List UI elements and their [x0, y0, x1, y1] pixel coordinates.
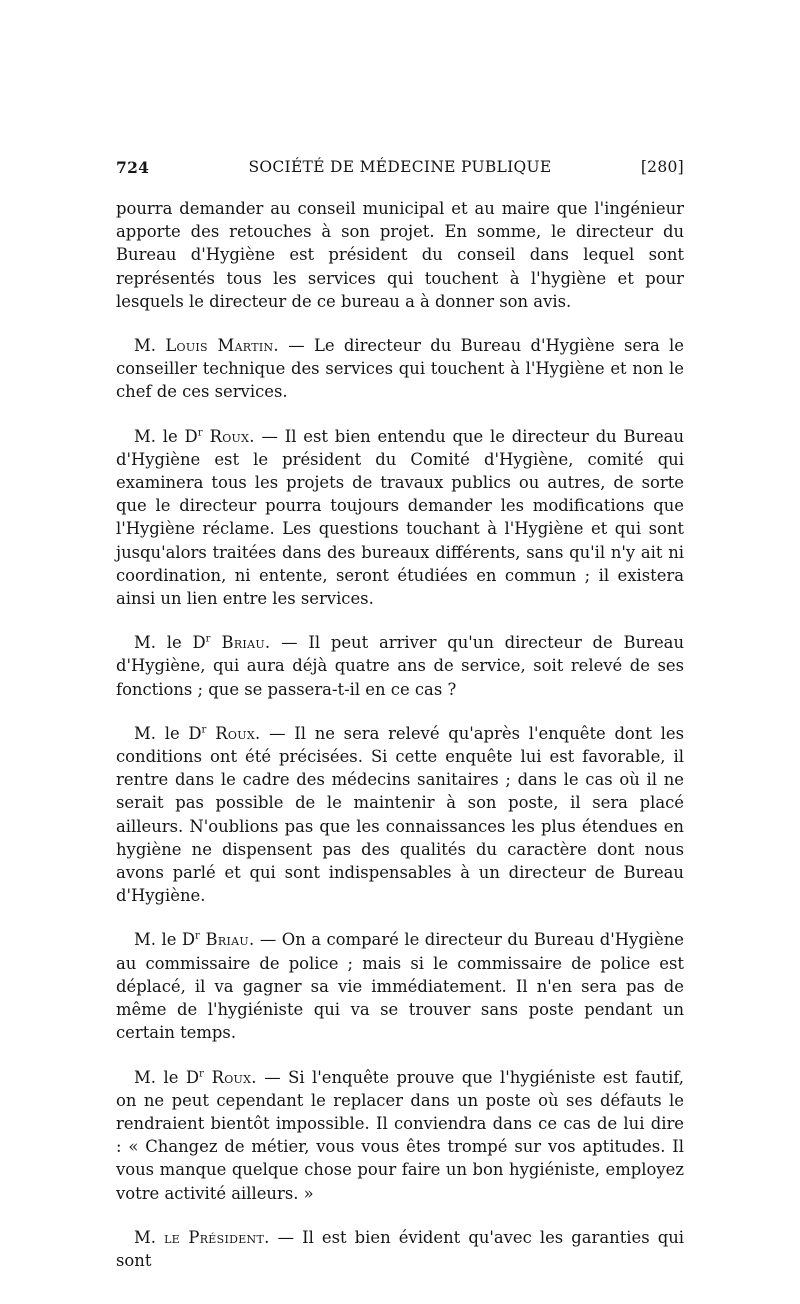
- paragraph-text: — Si l'enquête prouve que l'hygiéniste est fautif, on ne peut cependant le replacer dans un poste où ses défauts le rendraient bientôt impossible. Il conviendra dans ce cas de lui dire : « Changez de métier, vous vous êtes trompé sur vos aptitudes. Il vous manque quelque chose pour faire un bon hygiéniste, employez votre activité ailleurs. »: [116, 1067, 685, 1203]
- speaker-name: Briau.: [199, 930, 255, 950]
- paragraph-text: — On a comparé le directeur du Bureau d'Hygiène au commissaire de police ; mais si le commissaire de police est déplacé, il va gagner sa vie immédiatement. Il n'en sera pas de même de l'hygiéniste qui va se trouver sans poste pendant un certain temps.: [116, 930, 685, 1043]
- speaker-name: le Président.: [164, 1227, 270, 1247]
- speaker-title-superscript: r: [197, 427, 203, 439]
- speaker-name: Briau.: [210, 633, 271, 653]
- paragraph-briau-1: [116, 631, 684, 701]
- page-header: [116, 158, 684, 184]
- paragraph-text: — Il ne sera relevé qu'après l'enquête dont les conditions ont été précisées. Si cette enquête lui est favorable, il rentre dans le cadre des médecins sanitaires ; dans le cas où il ne serait pas possible de le maintenir à son poste, il sera placé ailleurs. N'oublions pas que les connaissances les plus étendues en hygiène ne dispensent pas des qualités du caractère dont nous avons parlé et qui sont indispensables à un directeur de Bureau d'Hygiène.: [116, 723, 685, 906]
- paragraph-louis-martin: [116, 334, 684, 404]
- page-number: 724: [116, 158, 150, 177]
- paragraph-text: — Il est bien entendu que le directeur du Bureau d'Hygiène est le président du Comité d'Hygiène, comité qui examinera tous les projets de travaux publics ou autres, de sorte que le directeur pourra toujours demander les modifications que l'Hygiène réclame. Les questions touchant à l'Hygiène et qui sont jusqu'alors traitées dans des bureaux différents, sans qu'il n'y ait ni coordination, ni entente, seront étudiées en commun ; il existera ainsi un lien entre les services.: [116, 426, 685, 609]
- paragraph-president: [116, 1226, 684, 1272]
- speaker-title-superscript: r: [205, 633, 211, 645]
- speaker-prefix: M.: [134, 336, 166, 356]
- running-title: SOCIÉTÉ DE MÉDECINE PUBLIQUE: [248, 158, 552, 176]
- paragraph-roux-2: [116, 722, 684, 908]
- speaker-prefix: M. le D: [134, 723, 202, 743]
- section-reference: [280]: [640, 158, 684, 176]
- speaker-title-superscript: r: [195, 931, 200, 943]
- speaker-name: Roux.: [206, 723, 261, 743]
- speaker-prefix: M. le D: [134, 633, 206, 653]
- speaker-title-superscript: r: [201, 724, 207, 736]
- paragraph-text: — Il peut arriver qu'un directeur de Bureau d'Hygiène, qui aura déjà quatre ans de service, soit relevé de ses fonctions ; que se passera-t-il en ce cas ?: [116, 633, 684, 699]
- paragraph-continuation: [116, 197, 684, 313]
- speaker-name: Roux.: [202, 426, 255, 446]
- speaker-name: Roux.: [203, 1067, 257, 1087]
- body-text: [116, 197, 684, 1293]
- paragraph-text: pourra demander au conseil municipal et au maire que l'ingénieur apporte des retouches à son projet. En somme, le directeur du Bureau d'Hygiène est président du conseil dans lequel sont représentés tous les services qui touchent à l'hygiène et pour lesquels le directeur de ce bureau a à donner son avis.: [116, 199, 684, 311]
- speaker-prefix: M. le D: [134, 1067, 200, 1087]
- paragraph-text: — Le directeur du Bureau d'Hygiène sera le conseiller technique des services qui touchent à l'Hygiène et non le chef de ces services.: [116, 336, 684, 402]
- paragraph-roux-1: [116, 425, 684, 611]
- paragraph-roux-3: [116, 1066, 684, 1205]
- paragraph-briau-2: [116, 928, 684, 1044]
- speaker-prefix: M. le D: [134, 930, 196, 950]
- speaker-prefix: M. le D: [134, 426, 198, 446]
- speaker-name: Louis Martin.: [165, 336, 279, 356]
- speaker-prefix: M.: [134, 1227, 165, 1247]
- speaker-title-superscript: r: [199, 1068, 204, 1080]
- paragraph-text: — Il est bien évident qu'avec les garanties qui sont: [116, 1227, 685, 1270]
